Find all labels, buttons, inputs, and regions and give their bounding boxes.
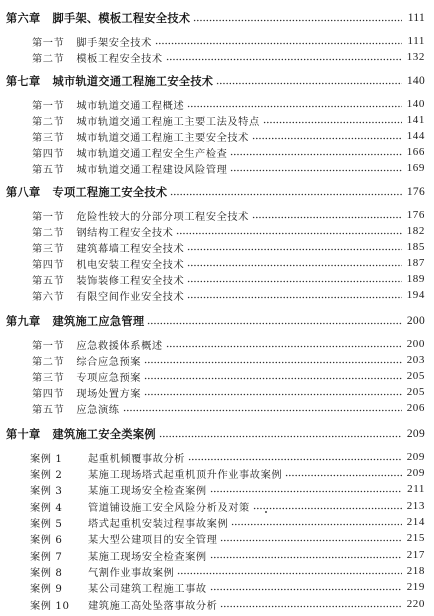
page-number: 189 bbox=[406, 273, 425, 285]
case-number: 案例 8 bbox=[30, 567, 63, 579]
section-title: 钢结构工程安全技术 bbox=[76, 227, 174, 239]
dot-leader bbox=[210, 588, 402, 591]
page-number: 185 bbox=[406, 241, 425, 253]
toc-section-entry[interactable] bbox=[32, 96, 425, 112]
toc-case-entry[interactable] bbox=[30, 579, 425, 595]
dot-leader bbox=[253, 507, 402, 510]
page-number: 209 bbox=[406, 451, 425, 463]
chapter-number: 第九章 bbox=[6, 315, 41, 328]
dot-leader bbox=[177, 572, 402, 575]
page-number: 111 bbox=[407, 12, 425, 24]
section-number: 第六节 bbox=[32, 291, 65, 303]
page-number: 217 bbox=[406, 549, 425, 561]
dot-leader bbox=[252, 137, 402, 140]
dot-leader bbox=[155, 42, 402, 45]
section-title: 现场处置方案 bbox=[76, 388, 142, 400]
section-number: 第一节 bbox=[32, 211, 65, 223]
dot-leader bbox=[144, 377, 402, 380]
dot-leader bbox=[187, 248, 402, 251]
page-number: 176 bbox=[406, 209, 425, 221]
case-title: 某公司建筑工程施工事故 bbox=[88, 583, 207, 595]
section-number: 第三节 bbox=[32, 243, 65, 255]
section-number: 第二节 bbox=[32, 227, 65, 239]
chapter-title: 建筑施工安全类案例 bbox=[52, 428, 156, 441]
toc-case-entry[interactable] bbox=[30, 449, 425, 465]
toc-chapter-heading[interactable] bbox=[6, 183, 425, 201]
dot-leader bbox=[159, 435, 402, 438]
case-number: 案例 10 bbox=[30, 600, 70, 612]
toc-section-entry[interactable] bbox=[32, 144, 425, 160]
dot-leader bbox=[187, 296, 402, 299]
page-number: 205 bbox=[406, 386, 425, 398]
toc-section-entry[interactable] bbox=[32, 49, 425, 65]
case-title: 某施工现场安全检查案例 bbox=[88, 485, 207, 497]
dot-leader bbox=[147, 322, 402, 325]
section-title: 建筑幕墙工程安全技术 bbox=[76, 243, 185, 255]
chapter-number: 第十章 bbox=[6, 428, 41, 441]
toc-section-entry[interactable] bbox=[32, 352, 425, 368]
dot-leader bbox=[231, 523, 402, 526]
page-number: 140 bbox=[406, 98, 425, 110]
case-title: 某施工现场安全检查案例 bbox=[88, 551, 207, 563]
toc-case-entry[interactable] bbox=[30, 498, 425, 514]
dot-leader bbox=[144, 361, 402, 364]
dot-leader bbox=[216, 82, 402, 85]
dot-leader bbox=[210, 556, 402, 559]
chapter-title: 专项工程施工安全技术 bbox=[52, 186, 168, 199]
page-number: 200 bbox=[406, 315, 425, 327]
page-number: 176 bbox=[406, 186, 425, 198]
page-number: 220 bbox=[406, 598, 425, 610]
page-number: 140 bbox=[406, 75, 425, 87]
toc-case-entry[interactable] bbox=[30, 465, 425, 481]
section-title: 机电安装工程安全技术 bbox=[76, 259, 185, 271]
toc-case-entry[interactable] bbox=[30, 514, 425, 530]
dot-leader bbox=[220, 539, 402, 542]
chapter-number: 第七章 bbox=[6, 75, 41, 88]
toc-chapter-heading[interactable] bbox=[6, 312, 425, 330]
toc-section-entry[interactable] bbox=[32, 160, 425, 176]
case-title: 气割作业事故案例 bbox=[88, 567, 175, 579]
section-title: 专项应急预案 bbox=[76, 372, 142, 384]
toc-case-entry[interactable] bbox=[30, 596, 425, 612]
toc-section-entry[interactable] bbox=[32, 112, 425, 128]
case-title: 起重机倾覆事故分析 bbox=[88, 453, 186, 465]
dot-leader bbox=[285, 474, 402, 477]
case-number: 案例 2 bbox=[30, 469, 63, 481]
dot-leader bbox=[193, 19, 402, 22]
page-number: 213 bbox=[406, 500, 425, 512]
toc-section-entry[interactable] bbox=[32, 128, 425, 144]
page-number: 111 bbox=[407, 35, 425, 47]
case-number: 案例 5 bbox=[30, 518, 63, 530]
toc-section-entry[interactable] bbox=[32, 239, 425, 255]
dot-leader bbox=[230, 169, 402, 172]
chapter-title: 脚手架、模板工程安全技术 bbox=[52, 12, 191, 25]
ink-speck bbox=[265, 511, 267, 513]
section-title: 脚手架安全技术 bbox=[76, 37, 152, 49]
dot-leader bbox=[220, 605, 402, 608]
chapter-number: 第六章 bbox=[6, 12, 41, 25]
section-title: 应急演练 bbox=[76, 404, 120, 416]
toc-chapter-heading[interactable] bbox=[6, 9, 425, 27]
page-number: 144 bbox=[406, 130, 425, 142]
section-number: 第四节 bbox=[32, 388, 65, 400]
dot-leader bbox=[187, 264, 402, 267]
toc-section-entry[interactable] bbox=[32, 400, 425, 416]
page-number: 209 bbox=[406, 428, 425, 440]
toc-section-entry[interactable] bbox=[32, 33, 425, 49]
page-number: 215 bbox=[406, 532, 425, 544]
section-number: 第三节 bbox=[32, 372, 65, 384]
chapter-title: 城市轨道交通工程施工安全技术 bbox=[52, 75, 214, 88]
section-title: 有限空间作业安全技术 bbox=[76, 291, 185, 303]
toc-case-entry[interactable] bbox=[30, 563, 425, 579]
dot-leader bbox=[187, 280, 402, 283]
dot-leader bbox=[188, 458, 402, 461]
dot-leader bbox=[123, 409, 402, 412]
toc-chapter-heading[interactable] bbox=[6, 72, 425, 90]
section-number: 第二节 bbox=[32, 116, 65, 128]
section-number: 第一节 bbox=[32, 340, 65, 352]
case-title: 某施工现场塔式起重机顶升作业事故案例 bbox=[88, 469, 283, 481]
section-number: 第一节 bbox=[32, 37, 65, 49]
page-number: 194 bbox=[406, 289, 425, 301]
dot-leader bbox=[210, 490, 402, 493]
page-number: 211 bbox=[407, 483, 425, 495]
dot-leader bbox=[170, 193, 402, 196]
case-title: 管道铺设施工安全风险分析及对策 bbox=[88, 502, 250, 514]
dot-leader bbox=[263, 121, 402, 124]
page-number: 182 bbox=[406, 225, 425, 237]
case-title: 塔式起重机安装过程事故案例 bbox=[88, 518, 229, 530]
toc-section-entry[interactable] bbox=[32, 207, 425, 223]
case-title: 某大型公建项目的安全管理 bbox=[88, 534, 218, 546]
section-number: 第一节 bbox=[32, 100, 65, 112]
case-title: 建筑施工高处坠落事故分析 bbox=[88, 600, 218, 612]
page-number: 219 bbox=[406, 581, 425, 593]
dot-leader bbox=[144, 393, 402, 396]
case-number: 案例 7 bbox=[30, 551, 63, 563]
dot-leader bbox=[176, 232, 402, 235]
dot-leader bbox=[166, 345, 402, 348]
toc-chapter-heading[interactable] bbox=[6, 425, 425, 443]
chapter-number: 第八章 bbox=[6, 186, 41, 199]
section-title: 城市轨道交通工程概述 bbox=[76, 100, 185, 112]
toc-case-entry[interactable] bbox=[30, 481, 425, 497]
dot-leader bbox=[166, 58, 402, 61]
page-number: 200 bbox=[406, 338, 425, 350]
toc-section-entry[interactable] bbox=[32, 255, 425, 271]
section-title: 装饰装修工程安全技术 bbox=[76, 275, 185, 287]
case-number: 案例 3 bbox=[30, 485, 63, 497]
toc-section-entry[interactable] bbox=[32, 368, 425, 384]
case-number: 案例 4 bbox=[30, 502, 63, 514]
dot-leader bbox=[187, 105, 402, 108]
toc-section-entry[interactable] bbox=[32, 223, 425, 239]
toc-section-entry[interactable] bbox=[32, 336, 425, 352]
page-number: 218 bbox=[406, 565, 425, 577]
toc-section-entry[interactable] bbox=[32, 384, 425, 400]
page-number: 206 bbox=[406, 402, 425, 414]
page-number: 214 bbox=[406, 516, 425, 528]
case-number: 案例 9 bbox=[30, 583, 63, 595]
page-number: 141 bbox=[406, 114, 425, 126]
section-title: 城市轨道交通工程施工主要工法及特点 bbox=[76, 116, 260, 128]
toc-case-entry[interactable] bbox=[30, 547, 425, 563]
section-title: 危险性较大的分部分项工程安全技术 bbox=[76, 211, 249, 223]
section-number: 第三节 bbox=[32, 132, 65, 144]
page-number: 205 bbox=[406, 370, 425, 382]
toc-case-entry[interactable] bbox=[30, 530, 425, 546]
case-number: 案例 1 bbox=[30, 453, 63, 465]
case-number: 案例 6 bbox=[30, 534, 63, 546]
toc-section-entry[interactable] bbox=[32, 271, 425, 287]
page-number: 187 bbox=[406, 257, 425, 269]
section-number: 第五节 bbox=[32, 275, 65, 287]
section-number: 第四节 bbox=[32, 259, 65, 271]
dot-leader bbox=[230, 153, 402, 156]
section-title: 城市轨道交通工程建设风险管理 bbox=[76, 164, 228, 176]
section-number: 第二节 bbox=[32, 53, 65, 65]
section-number: 第四节 bbox=[32, 148, 65, 160]
dot-leader bbox=[252, 216, 402, 219]
section-number: 第二节 bbox=[32, 356, 65, 368]
section-title: 模板工程安全技术 bbox=[76, 53, 163, 65]
page-number: 169 bbox=[406, 162, 425, 174]
section-title: 城市轨道交通工程施工主要安全技术 bbox=[76, 132, 249, 144]
page-number: 132 bbox=[406, 51, 425, 63]
section-number: 第五节 bbox=[32, 164, 65, 176]
page-number: 166 bbox=[406, 146, 425, 158]
chapter-title: 建筑施工应急管理 bbox=[52, 315, 145, 328]
section-title: 综合应急预案 bbox=[76, 356, 142, 368]
page-number: 203 bbox=[406, 354, 425, 366]
toc-section-entry[interactable] bbox=[32, 287, 425, 303]
section-number: 第五节 bbox=[32, 404, 65, 416]
page-number: 209 bbox=[406, 467, 425, 479]
section-title: 城市轨道交通工程安全生产检查 bbox=[76, 148, 228, 160]
section-title: 应急救援体系概述 bbox=[76, 340, 163, 352]
